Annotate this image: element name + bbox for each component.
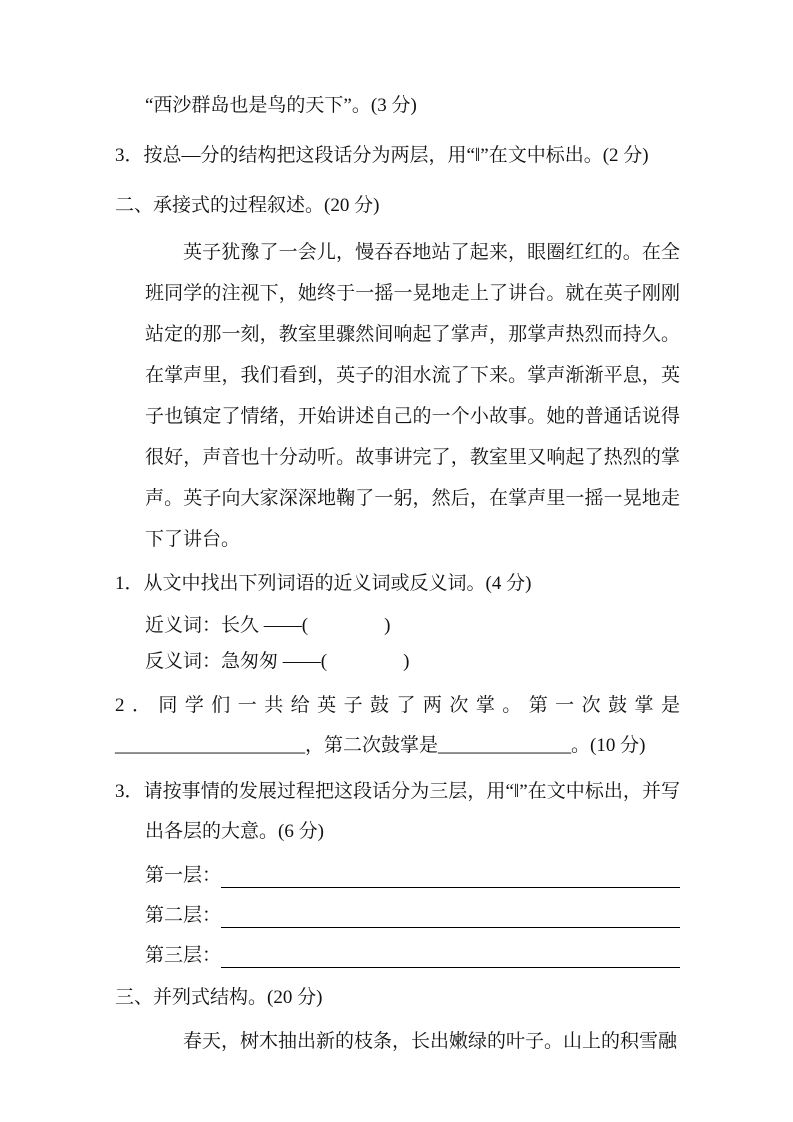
layer-two-row bbox=[145, 896, 680, 936]
section-two-passage: 英子犹豫了一会儿，慢吞吞地站了起来，眼圈红红的。在全班同学的注视下，她终于一摇一晃地走上了讲台。就在英子刚刚站定的那一刻，教室里骤然间响起了掌声，那掌声热烈而持久。在掌声里，我们看到，英子的泪水流了下来。掌声渐渐平息，英子也镇定了情绪，开始讲述自己的一个小故事。她的普通话说得很好，声音也十分动听。故事讲完了，教室里又响起了热烈的掌声。英子向大家深深地鞠了一躬，然后，在掌声里一摇一晃地走下了讲台。 bbox=[145, 242, 680, 550]
synonym-line: 近义词：长久 ——( ) bbox=[145, 615, 391, 636]
section-two-heading: 二、承接式的过程叙述。(20 分) bbox=[115, 195, 380, 216]
question-2: 2．同学们一共给英子鼓了两次掌。第一次鼓掌是____________________，第二次鼓掌是______________。(10 分) bbox=[115, 695, 680, 756]
question-1: 1．从文中找出下列词语的近义词或反义词。(4 分) bbox=[115, 573, 532, 594]
section-three-passage-first-line: 春天，树木抽出新的枝条，长出嫩绿的叶子。山上的积雪融 bbox=[183, 1031, 678, 1052]
layer-two-label: 第二层： bbox=[145, 905, 222, 926]
layer-three-row bbox=[145, 936, 680, 976]
layer-one-label: 第一层： bbox=[145, 865, 222, 886]
layer-one-row bbox=[145, 856, 680, 896]
layer-three-answer-blank bbox=[221, 967, 680, 968]
layer-three-label: 第三层： bbox=[145, 945, 222, 966]
layer-two-answer-blank bbox=[221, 927, 680, 928]
layer-one-answer-blank bbox=[221, 887, 680, 888]
question-3-previous-section: 3．按总—分的结构把这段话分为两层，用“‖”在文中标出。(2 分) bbox=[115, 145, 649, 166]
section-three-heading: 三、并列式结构。(20 分) bbox=[115, 987, 323, 1008]
question-3: 3．请按事情的发展过程把这段话分为三层，用“‖”在文中标出，并写出各层的大意。(6 分) bbox=[115, 781, 680, 842]
continuation-text: “西沙群岛也是鸟的天下”。(3 分) bbox=[145, 95, 417, 116]
antonym-line: 反义词：急匆匆 ——( ) bbox=[145, 651, 410, 672]
